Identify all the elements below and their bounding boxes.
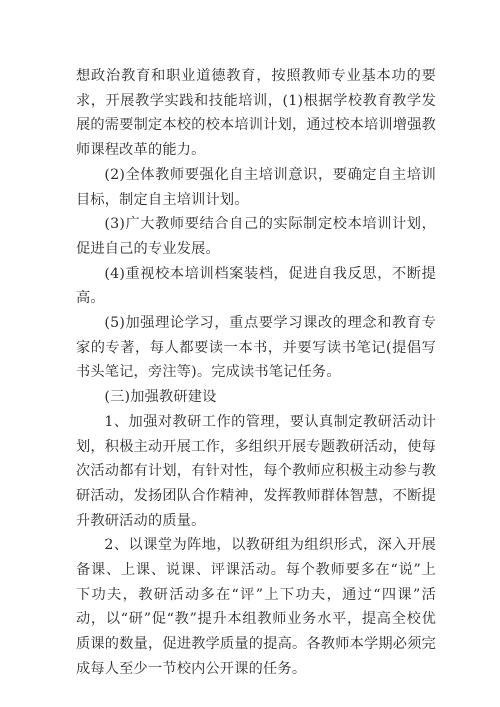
- paragraph-archive: (4)重视校本培训档案装档，促进自我反思，不断提高。: [76, 265, 436, 307]
- section-heading-research: (三)加强教研建设: [104, 389, 217, 406]
- paragraph-self-training: (2)全体教师要强化自主培训意识，要确定自主培训目标，制定自主培训计划。: [76, 166, 436, 208]
- paragraph-training-plan: (3)广大教师要结合自己的实际制定校本培训计划，促进自己的专业发展。: [76, 216, 436, 257]
- paragraph-research-management: 1、加强对教研工作的管理，要认真制定教研活动计划，积极主动开展工作，多组织开展专题教研活动，使每次活动都有计划，有针对性，每个教师应积极主动参与教研活动，发扬团队合作精神，发挥教师群体智慧，不断提升教研活动的质量。: [76, 413, 436, 529]
- paragraph-classroom-research: 2、以课堂为阵地，以教研组为组织形式，深入开展备课、上课、说课、评课活动。每个教师要多在“说”上下功夫，教研活动多在“评”上下功夫，通过“四课”活动，以“研”促“教”提升本组教师业务水平，提高全校优质课的数量，促进教学质量的提高。各教师本学期必须完成每人至少一节校内公开课的任务。: [76, 537, 436, 677]
- paragraph-continuation: 想政治教育和职业道德教育，按照教师专业基本功的要求，开展教学实践和技能培训，(1)根据学校教育教学发展的需要制定本校的校本培训计划，通过校本培训增强教师课程改革的能力。: [76, 68, 436, 159]
- document-body: [76, 64, 436, 682]
- paragraph-theory-study: (5)加强理论学习，重点要学习课改的理念和教育专家的专著，每人都要读一本书，并要写读书笔记(提倡写书头笔记，旁注等)。完成读书笔记任务。: [76, 315, 436, 381]
